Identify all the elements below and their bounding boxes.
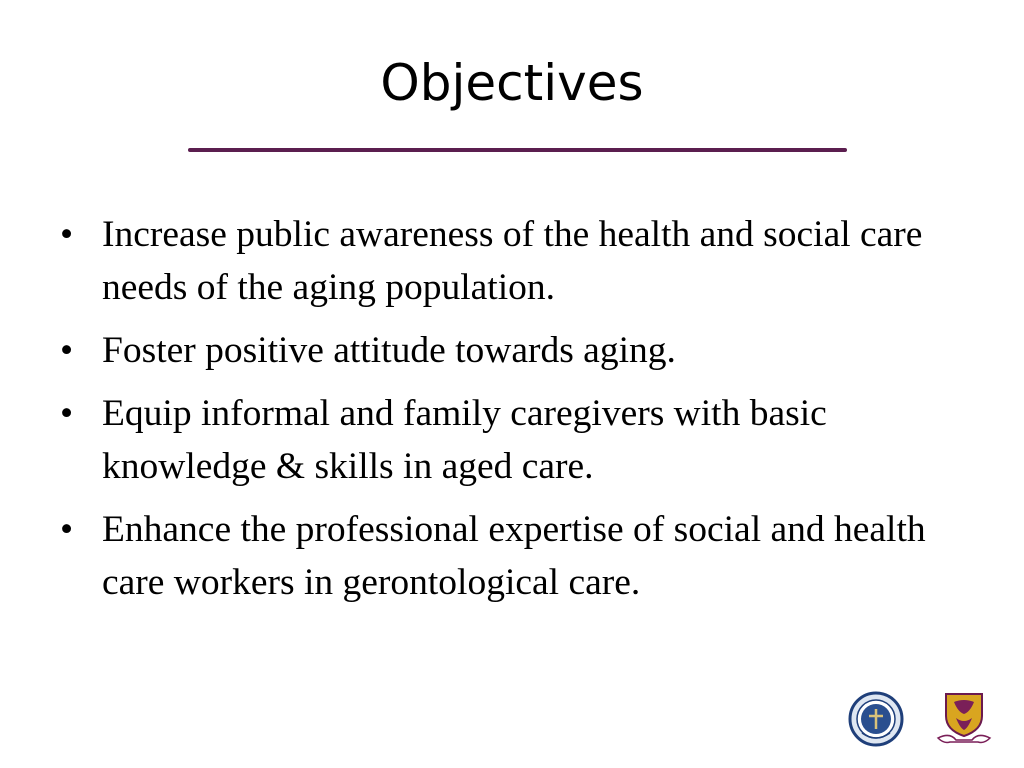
title-divider <box>188 148 847 152</box>
objectives-list <box>60 208 980 619</box>
list-item <box>60 208 980 314</box>
bullet-icon: • <box>60 393 74 434</box>
logo-group <box>848 690 994 748</box>
bullet-icon: • <box>60 509 74 550</box>
list-item <box>60 503 980 609</box>
bullet-icon: • <box>60 330 74 371</box>
list-item <box>60 387 980 493</box>
crest-logo-icon <box>934 690 994 748</box>
bullet-icon: • <box>60 214 74 255</box>
bullet-text: Equip informal and family caregivers with basic knowledge & skills in aged care. <box>102 393 827 487</box>
circular-seal-logo-icon <box>848 691 904 747</box>
slide-title: Objectives <box>380 54 644 112</box>
list-item <box>60 324 980 377</box>
bullet-text: Foster positive attitude towards aging. <box>102 330 676 371</box>
bullet-text: Enhance the professional expertise of social and health care workers in gerontological care. <box>102 509 926 603</box>
bullet-text: Increase public awareness of the health and social care needs of the aging population. <box>102 214 923 308</box>
